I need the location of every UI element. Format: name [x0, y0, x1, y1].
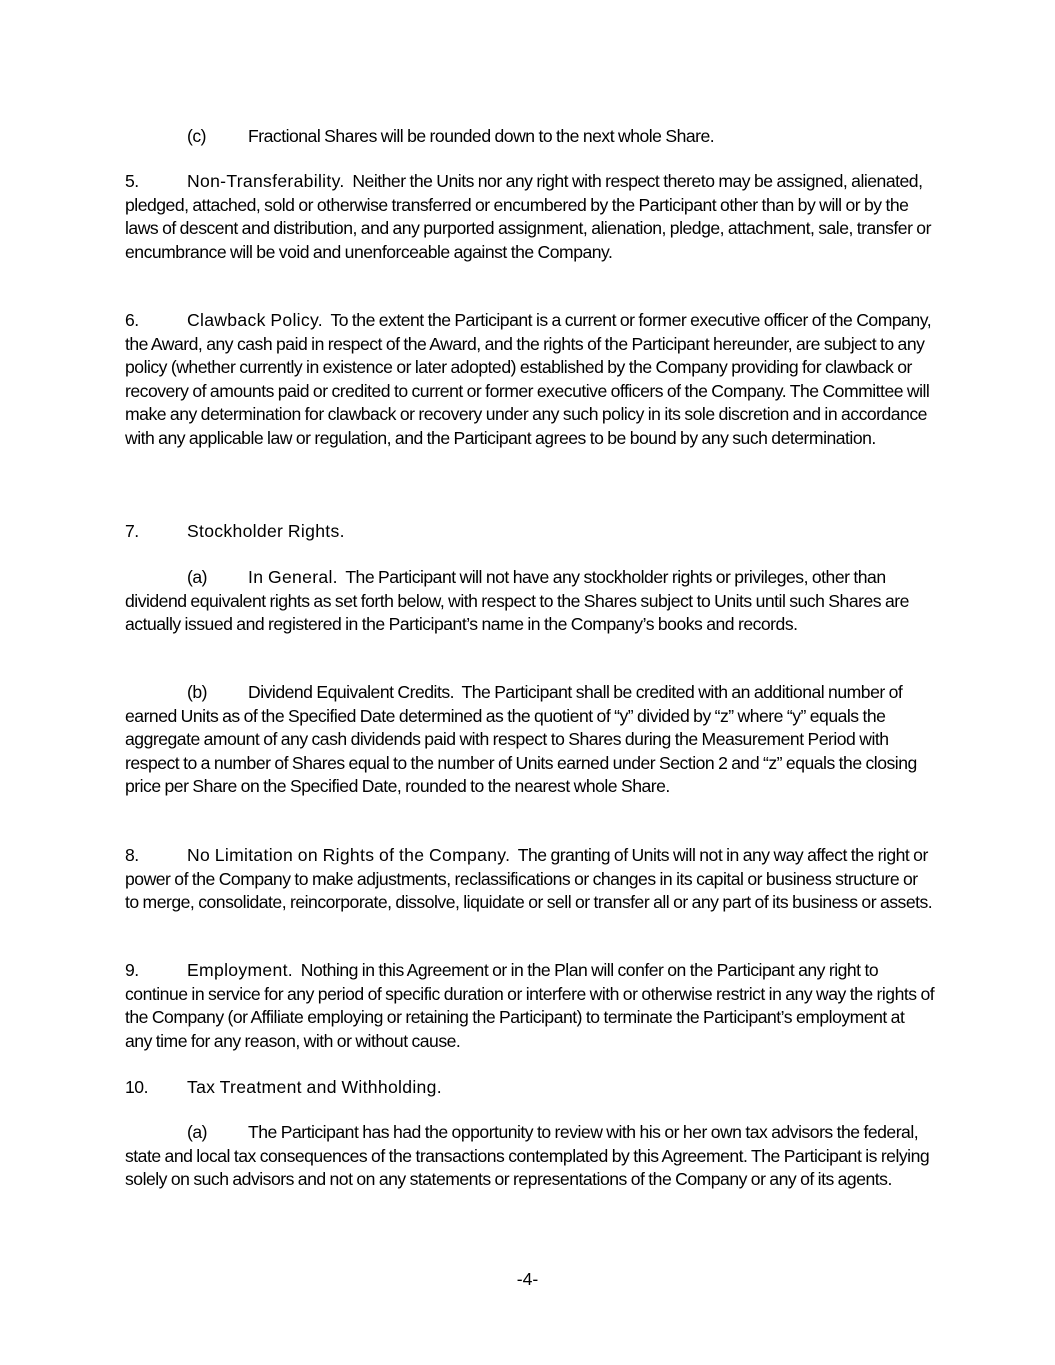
section-number: 10.: [125, 1077, 148, 1097]
paragraph-text: To the extent the Participant is a current or former executive officer of the Company, the Award, any cash paid in respect of the Award, and the rights of the Participant hereunder, are subject to any policy (whether currently in existence or later adopted) established by the Company providing for clawback or recovery of amounts paid or credited to current or former executive officers of the Company. The Committee will make any determination for clawback or recovery under any such policy in its sole discretion and in accordance with any applicable law or regulation, and the Participant agrees to be bound by any such determination.: [125, 310, 932, 448]
paragraph-heading: Dividend Equivalent Credits.: [248, 682, 455, 702]
section-number: 8.: [125, 845, 139, 865]
page-number: -4-: [516, 1269, 539, 1289]
paragraph-7a: [125, 566, 935, 637]
paragraph-text: The Participant has had the opportunity to review with his or her own tax advisors the federal, state and local tax consequences of the transactions contemplated by this Agreement. The Participant is relying solely on such advisors and not on any statements or representations of the Company or any of its agents.: [125, 1122, 930, 1189]
section-heading: No Limitation on Rights of the Company.: [187, 845, 511, 865]
paragraph-6: [125, 309, 935, 450]
paragraph-text: Neither the Units nor any right with respect thereto may be assigned, alienated, pledged, attached, sold or otherwise transferred or encumbered by the Participant other than by will or by the laws of descent and distribution, and any purported assignment, alienation, pledge, attachment, sale, transfer or encumbrance will be void and unenforceable against the Company.: [125, 171, 931, 262]
paragraph-text: Nothing in this Agreement or in the Plan will confer on the Participant any right to continue in service for any period of specific duration or interfere with or otherwise restrict in any way the rights of the Company (or Affiliate employing or retaining the Participant) to terminate the Participant’s employment at any time for any reason, with or without cause.: [125, 960, 935, 1051]
section-number: 5.: [125, 171, 139, 191]
paragraph-10: [125, 1076, 935, 1100]
section-number: 9.: [125, 960, 139, 980]
section-number: 7.: [125, 521, 139, 541]
section-heading: Non-Transferability.: [187, 171, 345, 191]
paragraph-4c: [125, 125, 935, 149]
section-heading: Tax Treatment and Withholding.: [187, 1077, 442, 1097]
paragraph-10a: [125, 1121, 935, 1192]
section-heading: Employment.: [187, 960, 293, 980]
paragraph-label: (c): [187, 126, 207, 146]
paragraph-text: The granting of Units will not in any way affect the right or power of the Company to make adjustments, reclassifications or changes in its capital or business structure or to merge, consolidate, reincorporate, dissolve, liquidate or sell or transfer all or any part of its business or assets.: [125, 845, 933, 912]
paragraph-7: [125, 520, 935, 544]
paragraph-text: The Participant shall be credited with an additional number of earned Units as of the Specified Date determined as the quotient of “y” divided by “z” where “y” equals the aggregate amount of any cash dividends paid with respect to Shares during the Measurement Period with respect to a number of Shares equal to the number of Units earned under Section 2 and “z” equals the closing price per Share on the Specified Date, rounded to the nearest whole Share.: [125, 682, 917, 796]
paragraph-text: The Participant will not have any stockholder rights or privileges, other than dividend equivalent rights as set forth below, with respect to the Shares subject to Units until such Shares are actually issued and registered in the Participant’s name in the Company’s books and records.: [125, 567, 909, 634]
section-number: 6.: [125, 310, 139, 330]
paragraph-label: (a): [187, 1122, 208, 1142]
section-heading: Clawback Policy.: [187, 310, 323, 330]
section-heading: Stockholder Rights.: [187, 521, 345, 541]
paragraph-8: [125, 844, 935, 915]
paragraph-5: [125, 170, 935, 264]
paragraph-text: Fractional Shares will be rounded down to the next whole Share.: [248, 126, 715, 146]
paragraph-label: (a): [187, 567, 208, 587]
paragraph-7b: [125, 681, 935, 799]
paragraph-label: (b): [187, 682, 208, 702]
paragraph-heading: In General.: [248, 567, 338, 587]
paragraph-9: [125, 959, 935, 1053]
